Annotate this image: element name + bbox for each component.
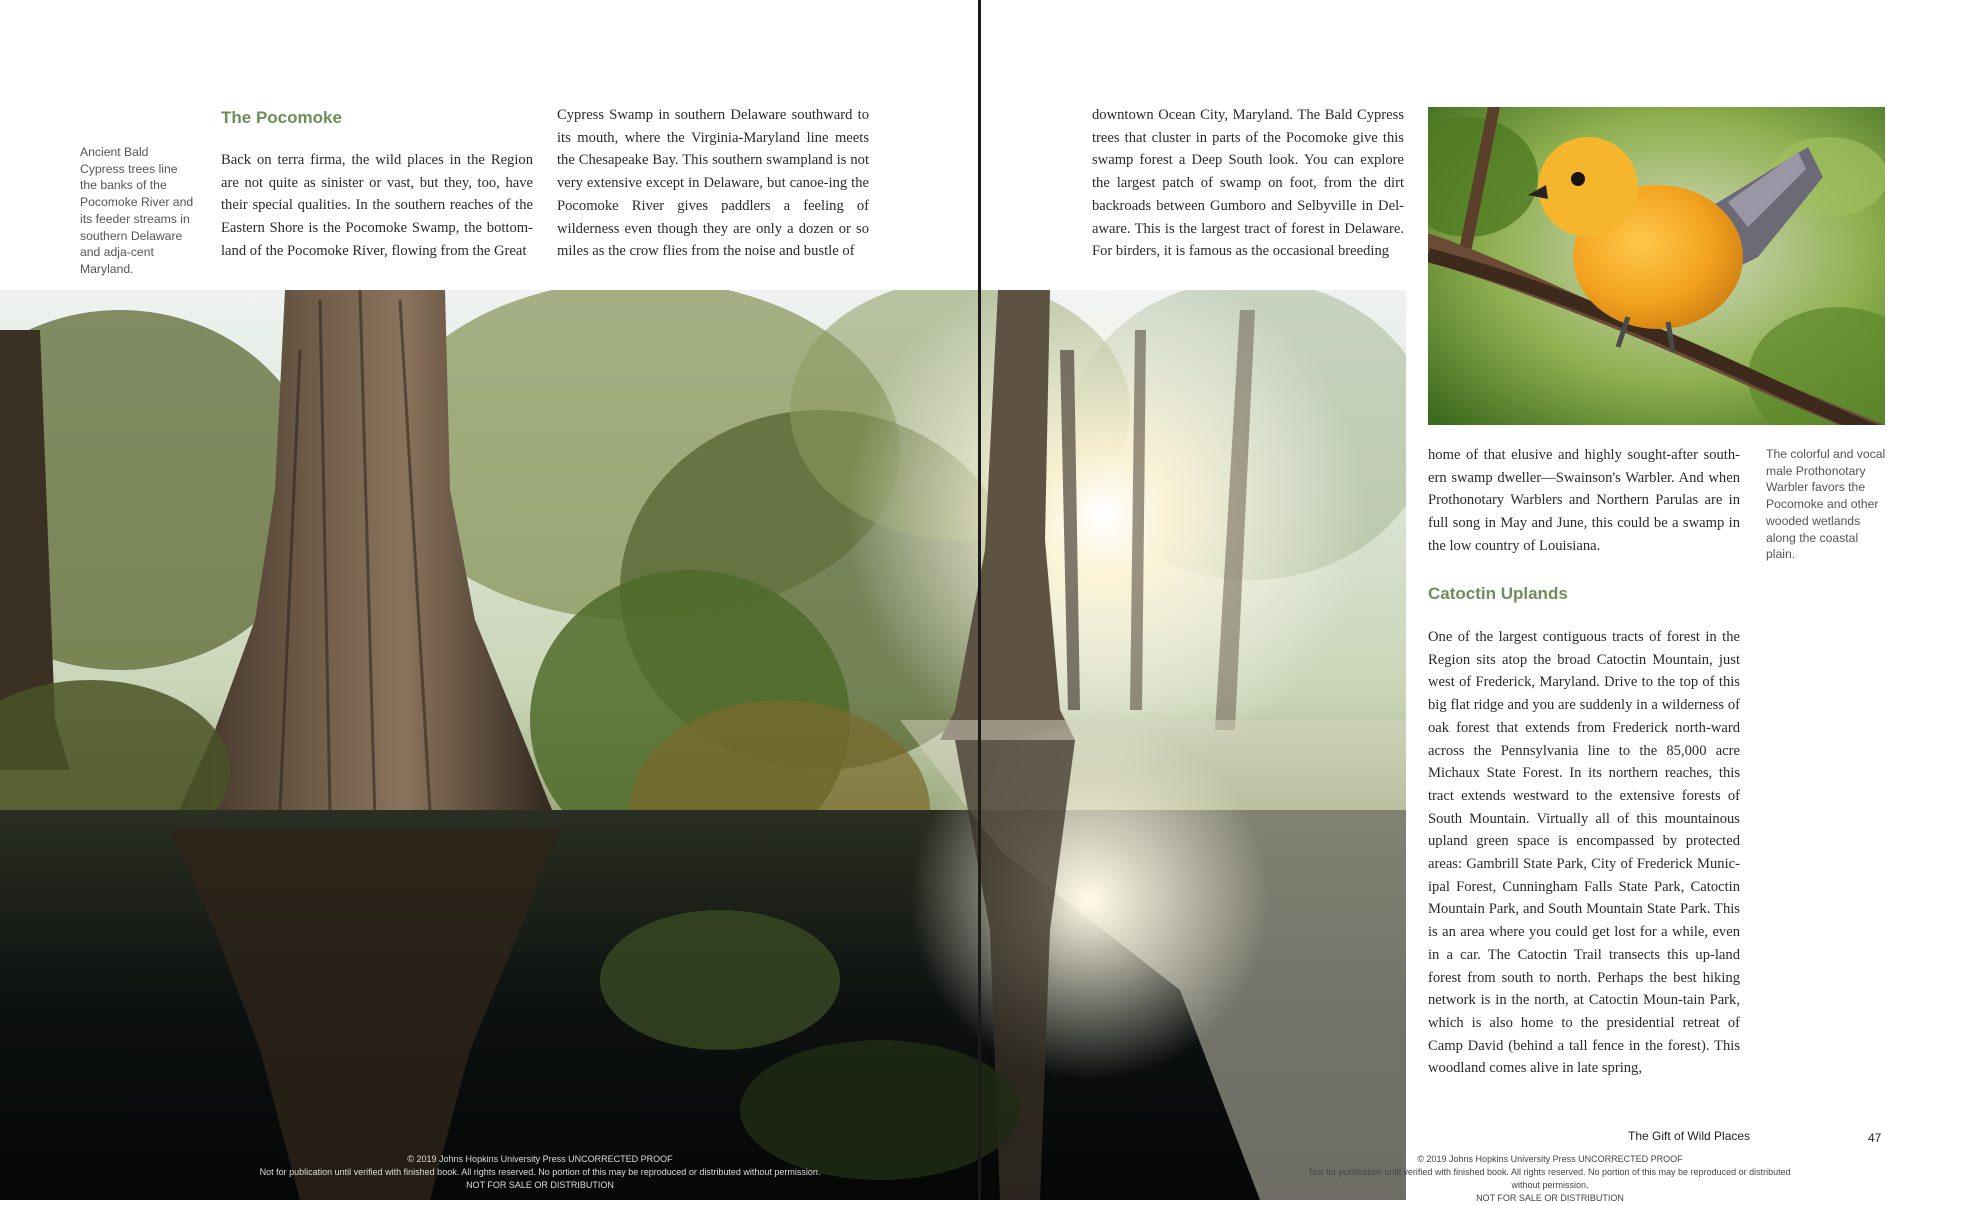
body-column-left-2: Cypress Swamp in southern Delaware southward to its mouth, where the Virginia-Maryland line meets the Chesapeake Bay. This southern swampland is not very extensive except in Delaware, but canoe-ing the Pocomoke River gives paddlers a feeling of wilderness even though they are only a dozen or so miles as the crow flies from the noise and bustle of <box>557 107 869 260</box>
cypress-swamp-photo <box>0 290 1406 1200</box>
proof-notice-left <box>150 1153 930 1192</box>
running-title: The Gift of Wild Places <box>1628 1129 1751 1143</box>
proof-line: Not for publication until verified with finished book. All rights reserved. No portion of this may be reproduced or distributed without permission. <box>1309 1167 1791 1190</box>
proof-line: Not for publication until verified with finished book. All rights reserved. No portion of this may be reproduced or distributed without permission. <box>259 1167 821 1177</box>
photo-caption: Ancient Bald Cypress trees line the banks of the Pocomoke River and its feeder streams in southern Delaware and adja-cent Maryland. <box>80 145 194 276</box>
body-column-right-2-body: One of the largest contiguous tracts of forest in the Region sits atop the broad Catoctin Mountain, just west of Frederick, Maryland. Drive to the top of this big flat ridge and you are suddenly in a wilderness of oak forest that extends from Frederick north-ward across the Pennsylvania line to the 85,000 acre Michaux State Forest. In its northern reaches, this tract extends westward to the extensive forests of South Mountain. Virtually all of this mountainous upland green space is encompassed by protected areas: Gambrill State Park, City of Frederick Munic-ipal Forest, Cunningham Falls State Park, Catoctin Mountain Park, and South Mountain State Park. This is an area where you could get lost for a while, even in a car. The Catoctin Trail transects this up-land forest from south to north. Perhaps the best hiking network is in the north, at Catoctin Moun-tain Park, which is also home to the presidential retreat of Camp David (behind a tall fence in the forest). This woodland comes alive in late spring, <box>1428 629 1740 1077</box>
section-heading-catoctin: Catoctin Uplands <box>1428 584 1568 603</box>
proof-line: NOT FOR SALE OR DISTRIBUTION <box>1476 1193 1624 1203</box>
page-number: 47 <box>1868 1131 1882 1145</box>
proof-line: © 2019 Johns Hopkins University Press UNCORRECTED PROOF <box>1417 1154 1683 1164</box>
body-column-left-1: Back on terra firma, the wild places in the Region are not quite as sinister or vast, but they, too, have their special qualities. In the southern reaches of the Eastern Shore is the Pocomoke Swamp, the bottom-land of the Pocomoke River, flowing from the Great <box>221 152 533 259</box>
proof-notice-right <box>1300 1153 1800 1205</box>
page-gutter <box>978 0 981 1200</box>
proof-line: © 2019 Johns Hopkins University Press UNCORRECTED PROOF <box>407 1154 673 1164</box>
section-heading-pocomoke: The Pocomoke <box>221 108 342 127</box>
proof-line: NOT FOR SALE OR DISTRIBUTION <box>466 1180 614 1190</box>
bird-photo-caption: The colorful and vocal male Prothonotary Warbler favors the Pocomoke and other wooded wetlands along the coastal plain. <box>1766 447 1886 562</box>
body-column-right-2-intro: home of that elusive and highly sought-after south-ern swamp dweller—Swainson's Warbler. And when Prothonotary Warblers and Northern Parulas are in full song in May and June, this could be a swamp in the low country of Louisiana. <box>1428 447 1740 554</box>
body-column-right-1: downtown Ocean City, Maryland. The Bald Cypress trees that cluster in parts of the Pocomoke give this swamp forest a Deep South look. You can explore the largest patch of swamp on foot, from the dirt backroads between Gumboro and Selbyville in Del-aware. This is the largest tract of forest in Delaware. For birders, it is famous as the occasional breeding <box>1092 107 1404 260</box>
prothonotary-warbler-photo <box>1428 107 1885 425</box>
